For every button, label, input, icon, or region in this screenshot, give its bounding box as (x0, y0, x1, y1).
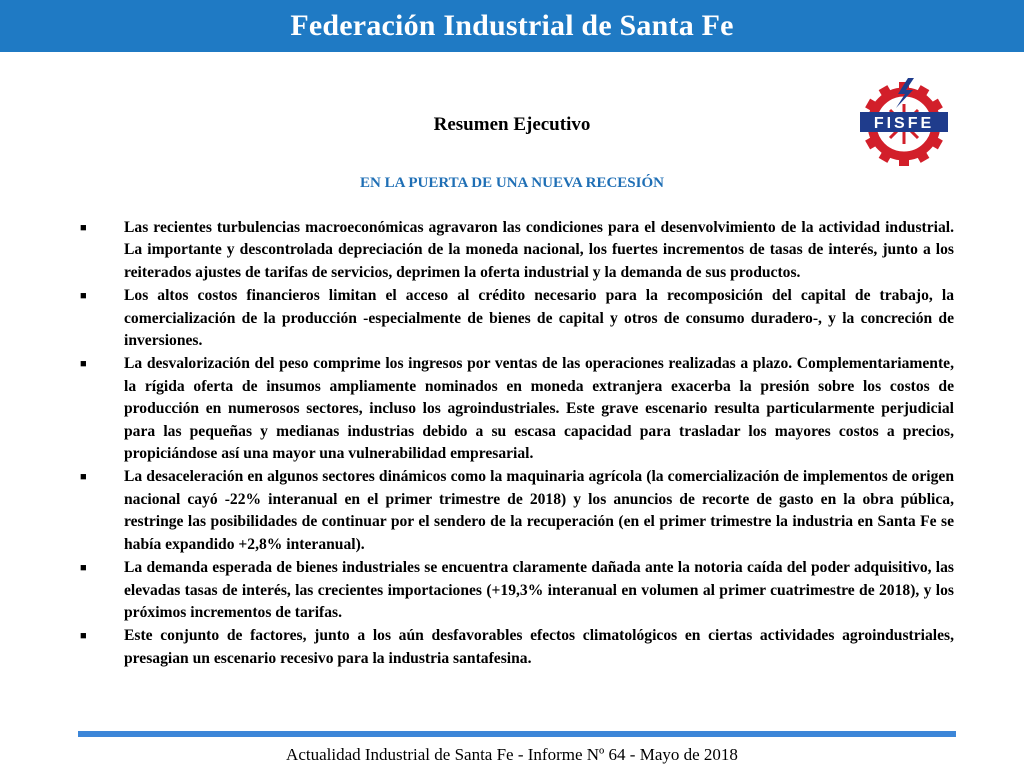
bullet-item (80, 353, 954, 465)
bullet-square-icon: ■ (80, 630, 87, 643)
document-subtitle: EN LA PUERTA DE UNA NUEVA RECESIÓN (360, 175, 664, 191)
footer-divider (78, 731, 956, 737)
bullet-item (80, 557, 954, 624)
bullet-item (80, 625, 954, 670)
bullet-text: Este conjunto de factores, junto a los aún desfavorables efectos climatológicos en ciertas actividades agroindustriales, presagian un escenario recesivo para la industria santafesina. (124, 627, 954, 667)
bullet-square-icon: ■ (80, 562, 87, 575)
bullet-text: Los altos costos financieros limitan el acceso al crédito necesario para la recomposición del capital de trabajo, la comercialización de la producción -especialmente de bienes de capital y otros de consumo duradero-, y la concreción de inversiones. (124, 287, 954, 350)
bullet-square-icon: ■ (80, 358, 87, 371)
bullet-text: Las recientes turbulencias macroeconómicas agravaron las condiciones para el desenvolvimiento de la actividad industrial. La importante y descontrolada depreciación de la moneda nacional, los fuertes incrementos de tasas de interés, junto a los reiterados ajustes de tarifas de servicios, deprimen la oferta industrial y la demanda de sus productos. (124, 219, 954, 281)
bullet-text: La desaceleración en algunos sectores dinámicos como la maquinaria agrícola (la comercialización de implementos de origen nacional cayó -22% interanual en el primer trimestre de 2018) y los anuncios de recorte de gasto en la obra pública, restringe las posibilidades de continuar por el sendero de la recuperación (en el primer trimestre la industria en Santa Fe se había expandido +2,8% interanual). (124, 468, 954, 553)
bullet-text: La demanda esperada de bienes industriales se encuentra claramente dañada ante la notoria caída del poder adquisitivo, las elevadas tasas de interés, las crecientes importaciones (+19,3% interanual en volumen al primer cuatrimestre de 2018), y los próximos incrementos de tarifas. (124, 559, 954, 621)
footer-text: Actualidad Industrial de Santa Fe - Informe Nº 64 - Mayo de 2018 (286, 745, 738, 764)
bullet-text: La desvalorización del peso comprime los ingresos por ventas de las operaciones realizadas a plazo. Complementariamente, la rígida oferta de insumos ampliamente nominados en moneda extranjera exacerba la presión sobre los costos de producción en numerosos sectores, incluso los agroindustriales. Este grave escenario resulta particularmente perjudicial para las pequeñas y medianas industrias debido a su escasa capacidad para trasladar los mayores costos a precios, propiciándose así una mayor una vulnerabilidad empresarial. (124, 355, 954, 463)
section-title: Resumen Ejecutivo (433, 114, 591, 135)
bullet-square-icon: ■ (80, 471, 87, 484)
header-bar (0, 0, 1024, 52)
header-title: Federación Industrial de Santa Fe (290, 9, 734, 42)
bullet-item (80, 217, 954, 284)
logo-text: FISFE (873, 115, 935, 132)
bullet-square-icon: ■ (80, 222, 87, 234)
bullet-item (80, 285, 954, 352)
bullet-square-icon: ■ (80, 290, 87, 303)
bullet-list (80, 217, 954, 671)
bullet-item (80, 466, 954, 556)
